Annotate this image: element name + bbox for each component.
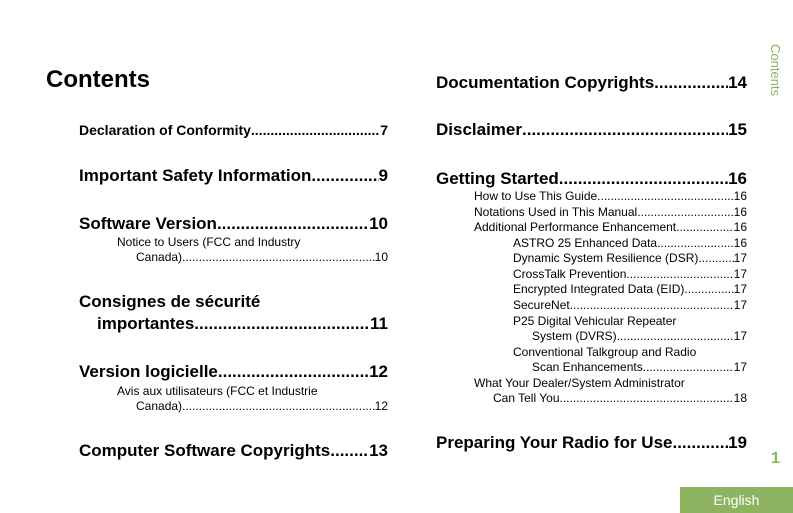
toc-sub-entry[interactable] <box>474 189 747 203</box>
toc-title: Preparing Your Radio for Use <box>436 433 673 452</box>
toc-title: Documentation Copyrights <box>436 73 655 92</box>
toc-sub-entry-notice[interactable] <box>136 250 388 264</box>
side-tab-label: Contents <box>768 44 783 97</box>
toc-leader <box>251 122 380 138</box>
toc-page: 17 <box>733 282 747 296</box>
toc-leader <box>617 329 734 343</box>
toc-leader <box>643 360 734 374</box>
toc-sub-line: P25 Digital Vehicular Repeater <box>513 314 677 328</box>
toc-page: 16 <box>728 169 747 188</box>
toc-sub-line: What Your Dealer/System Administrator <box>474 376 685 390</box>
toc-page: 17 <box>733 298 747 312</box>
toc-title: Important Safety Information <box>79 166 312 185</box>
toc-leader <box>182 250 375 264</box>
toc-leader <box>217 214 369 234</box>
toc-page: 12 <box>374 399 388 413</box>
toc-entry-software-version[interactable] <box>79 214 388 234</box>
toc-page: 16 <box>733 220 747 234</box>
toc-leader <box>311 166 378 186</box>
toc-entry-version-logicielle[interactable] <box>79 362 388 382</box>
toc-leader <box>559 169 728 189</box>
toc-leader <box>654 73 728 93</box>
toc-leader <box>657 236 734 250</box>
toc-sub-line: Notice to Users (FCC and Industry <box>117 235 301 249</box>
toc-subsub-entry-dvrs[interactable] <box>532 329 747 343</box>
toc-subsub-entry[interactable] <box>513 251 747 265</box>
toc-page: 7 <box>380 122 388 138</box>
toc-leader <box>684 282 733 296</box>
toc-sub-entry[interactable] <box>474 220 747 234</box>
toc-leader <box>330 441 369 461</box>
toc-leader <box>560 391 734 405</box>
toc-subsub-entry[interactable] <box>513 298 747 312</box>
toc-leader <box>672 433 728 453</box>
toc-page: 9 <box>378 166 388 185</box>
toc-title: Additional Performance Enhancement <box>474 220 677 234</box>
toc-title: How to Use This Guide <box>474 189 598 203</box>
toc-leader <box>194 314 370 334</box>
toc-title: SecureNet <box>513 298 570 312</box>
toc-title: Software Version <box>79 214 217 233</box>
toc-sub-line: Avis aux utilisateurs (FCC et Industrie <box>117 384 318 398</box>
toc-leader <box>676 220 734 234</box>
toc-page: 17 <box>733 360 747 374</box>
toc-page: 11 <box>370 314 388 333</box>
toc-entry-documentation[interactable] <box>436 73 747 93</box>
toc-leader <box>626 267 733 281</box>
toc-leader <box>218 362 369 382</box>
toc-page: 10 <box>369 214 388 233</box>
toc-entry-getting-started[interactable] <box>436 169 747 189</box>
toc-page: 17 <box>733 267 747 281</box>
toc-entry-disclaimer[interactable] <box>436 120 747 140</box>
toc-title: importantes <box>97 314 195 333</box>
toc-title: Encrypted Integrated Data (EID) <box>513 282 685 296</box>
toc-title: System (DVRS) <box>532 329 617 343</box>
toc-sub-entry-avis[interactable] <box>136 399 388 413</box>
toc-entry-consignes[interactable] <box>97 314 388 334</box>
toc-title: Disclaimer <box>436 120 522 139</box>
toc-title: Canada) <box>136 250 183 264</box>
toc-page: 13 <box>369 441 388 460</box>
toc-leader <box>698 251 733 265</box>
toc-title: CrossTalk Prevention <box>513 267 627 281</box>
toc-title: Scan Enhancements <box>532 360 643 374</box>
toc-subsub-entry-scan[interactable] <box>532 360 747 374</box>
toc-page: 12 <box>369 362 388 381</box>
toc-title: Canada) <box>136 399 183 413</box>
page-title: Contents <box>46 66 150 93</box>
toc-entry-computer-software[interactable] <box>79 441 388 461</box>
toc-entry-declaration[interactable] <box>79 122 388 138</box>
toc-subsub-entry[interactable] <box>513 236 747 250</box>
toc-title-consignes-line1: Consignes de sécurité <box>79 292 261 311</box>
toc-page: 10 <box>374 250 388 264</box>
toc-title: Getting Started <box>436 169 559 188</box>
toc-page: 17 <box>733 251 747 265</box>
toc-title: ASTRO 25 Enhanced Data <box>513 236 658 250</box>
toc-page: 15 <box>728 120 747 139</box>
toc-title: Can Tell You <box>493 391 560 405</box>
toc-leader <box>522 120 728 140</box>
toc-leader <box>182 399 375 413</box>
toc-title: Notations Used in This Manual <box>474 205 638 219</box>
language-tab: English <box>680 487 793 513</box>
toc-title: Computer Software Copyrights <box>79 441 331 460</box>
toc-title: Declaration of Conformity <box>79 122 251 138</box>
toc-page: 16 <box>733 236 747 250</box>
toc-leader <box>597 189 733 203</box>
toc-sub-entry[interactable] <box>474 205 747 219</box>
toc-entry-preparing[interactable] <box>436 433 747 453</box>
toc-page: 16 <box>733 205 747 219</box>
toc-page: 19 <box>728 433 747 452</box>
toc-page: 18 <box>733 391 747 405</box>
toc-sub-line: Conventional Talkgroup and Radio <box>513 345 697 359</box>
toc-page: 14 <box>728 73 747 92</box>
toc-title: Version logicielle <box>79 362 218 381</box>
toc-subsub-entry[interactable] <box>513 282 747 296</box>
toc-entry-safety[interactable] <box>79 166 388 186</box>
toc-page: 17 <box>733 329 747 343</box>
toc-sub-entry-dealer[interactable] <box>493 391 747 405</box>
toc-leader <box>637 205 733 219</box>
page-number: 1 <box>771 450 780 467</box>
toc-page: 16 <box>733 189 747 203</box>
toc-subsub-entry[interactable] <box>513 267 747 281</box>
toc-title: Dynamic System Resilience (DSR) <box>513 251 699 265</box>
toc-leader <box>570 298 734 312</box>
